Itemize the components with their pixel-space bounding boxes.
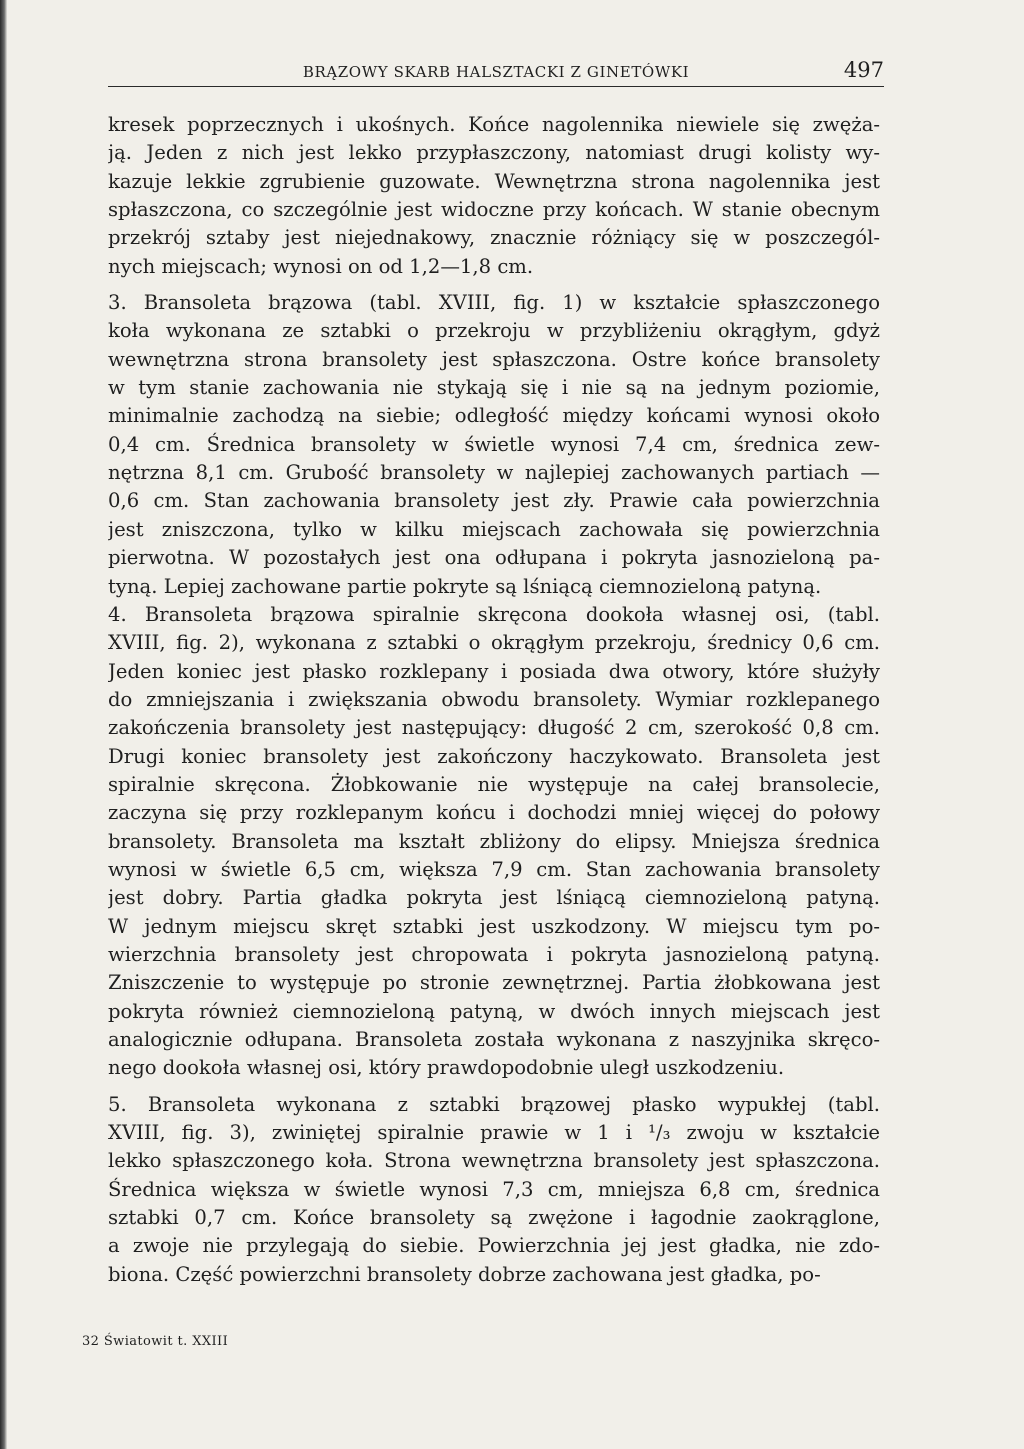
text-line: jest zniszczona, tylko w kilku miejscach zachowała się powierzchnia: [108, 517, 880, 541]
text-line: XVIII, fig. 2), wykonana z sztabki o okrągłym przekroju, średnicy 0,6 cm.: [108, 631, 880, 655]
text-line: 4. Bransoleta brązowa spiralnie skręcona dookoła własnej osi, (tabl.: [108, 602, 880, 626]
text-line: bransolety. Bransoleta ma kształt zbliżony do elipsy. Mniejsza średnica: [108, 829, 880, 853]
text-line: wynosi w świetle 6,5 cm, większa 7,9 cm. Stan zachowania bransolety: [108, 857, 880, 881]
text-line: Zniszczenie to występuje po stronie zewnętrznej. Partia żłobkowana jest: [108, 971, 880, 995]
text-line: minimalnie zachodzą na siebie; odległość między końcami wynosi około: [108, 404, 880, 428]
text-line: kazuje lekkie zgrubienie guzowate. Wewnętrzna strona nagolennika jest: [108, 169, 880, 193]
page-number: 497: [843, 58, 884, 82]
text-line: jest dobry. Partia gładka pokryta jest lśniącą ciemnozieloną patyną.: [108, 886, 880, 910]
text-line: nego dookoła własnej osi, który prawdopodobnie uległ uszkodzeniu.: [108, 1056, 785, 1080]
text-line: spiralnie skręcona. Żłobkowanie nie występuje na całej bransolecie,: [108, 772, 880, 796]
text-line: spłaszczona, co szczególnie jest widoczne przy końcach. W stanie obecnym: [108, 198, 880, 222]
paragraph-gap: [108, 281, 880, 289]
text-line: w tym stanie zachowania nie stykają się i nie są na jednym poziomie,: [108, 376, 880, 400]
paragraph: [108, 1091, 880, 1289]
text-line: a zwoje nie przylegają do siebie. Powierzchnia jej jest gładka, nie zdo-: [108, 1234, 880, 1258]
text-line: analogicznie odłupana. Bransoleta została wykonana z naszyjnika skręco-: [108, 1028, 880, 1051]
text-line: zakończenia bransolety jest następujący: długość 2 cm, szerokość 0,8 cm.: [108, 716, 880, 740]
paragraph-gap: [108, 1083, 880, 1091]
text-line: W jednym miejscu skręt sztabki jest uszkodzony. W miejscu tym po-: [108, 914, 880, 938]
text-line: nych miejscach; wynosi on od 1,2—1,8 cm.: [108, 254, 534, 278]
text-line: do zmniejszania i zwiększania obwodu bransolety. Wymiar rozklepanego: [108, 687, 880, 711]
body-text: [108, 111, 880, 1289]
text-line: sztabki 0,7 cm. Końce bransolety są zwężone i łagodnie zaokrąglone,: [108, 1206, 880, 1230]
text-line: koła wykonana ze sztabki o przekroju w przybliżeniu okrągłym, gdyż: [108, 319, 880, 343]
paragraph: [108, 601, 880, 1083]
paragraph: [108, 289, 880, 601]
text-line: XVIII, fig. 3), zwiniętej spiralnie prawie w 1 i ¹/₃ zwoju w kształcie: [108, 1121, 880, 1145]
text-line: przekrój sztaby jest niejednakowy, znacznie różniący się w poszczegól-: [108, 226, 880, 250]
text-line: ją. Jeden z nich jest lekko przypłaszczony, natomiast drugi kolisty wy-: [108, 141, 880, 165]
text-line: 3. Bransoleta brązowa (tabl. XVIII, fig. 1) w kształcie spłaszczonego: [108, 291, 880, 315]
text-line: 5. Bransoleta wykonana z sztabki brązowej płasko wypukłej (tabl.: [108, 1092, 880, 1116]
text-line: Średnica większa w świetle wynosi 7,3 cm, mniejsza 6,8 cm, średnica: [108, 1177, 880, 1201]
text-line: 0,4 cm. Średnica bransolety w świetle wynosi 7,4 cm, średnica zew-: [108, 432, 880, 456]
running-title: BRĄZOWY SKARB HALSZTACKI Z GINETÓWKI: [302, 63, 690, 81]
text-line: tyną. Lepiej zachowane partie pokryte są lśniącą ciemnozieloną patyną.: [108, 574, 822, 598]
text-line: zaczyna się przy rozklepanym końcu i dochodzi mniej więcej do połowy: [108, 801, 880, 825]
text-line: lekko spłaszczonego koła. Strona wewnętrzna bransolety jest spłaszczona.: [108, 1149, 880, 1173]
text-line: 0,6 cm. Stan zachowania bransolety jest zły. Prawie cała powierzchnia: [108, 489, 880, 513]
text-line: pokryta również ciemnozieloną patyną, w dwóch innych miejscach jest: [108, 999, 880, 1023]
text-line: Drugi koniec bransolety jest zakończony haczykowato. Bransoleta jest: [108, 744, 880, 768]
signature-mark: 32 Światowit t. XXIII: [82, 1334, 229, 1349]
text-line: biona. Część powierzchni bransolety dobrze zachowana jest gładka, po-: [108, 1262, 821, 1286]
page-header: [108, 60, 884, 87]
text-line: kresek poprzecznych i ukośnych. Końce nagolennika niewiele się zwęża-: [108, 113, 880, 136]
text-line: pierwotna. W pozostałych jest ona odłupana i pokryta jasnozieloną pa-: [108, 546, 880, 570]
text-line: wierzchnia bransolety jest chropowata i pokryta jasnozieloną patyną.: [108, 942, 880, 966]
text-line: Jeden koniec jest płasko rozklepany i posiada dwa otwory, które służyły: [108, 659, 880, 683]
text-line: nętrzna 8,1 cm. Grubość bransolety w najlepiej zachowanych partiach —: [108, 461, 880, 485]
paragraph: [108, 111, 880, 281]
text-line: wewnętrzna strona bransolety jest spłaszczona. Ostre końce bransolety: [108, 347, 880, 371]
scan-edge: [0, 0, 7, 1449]
